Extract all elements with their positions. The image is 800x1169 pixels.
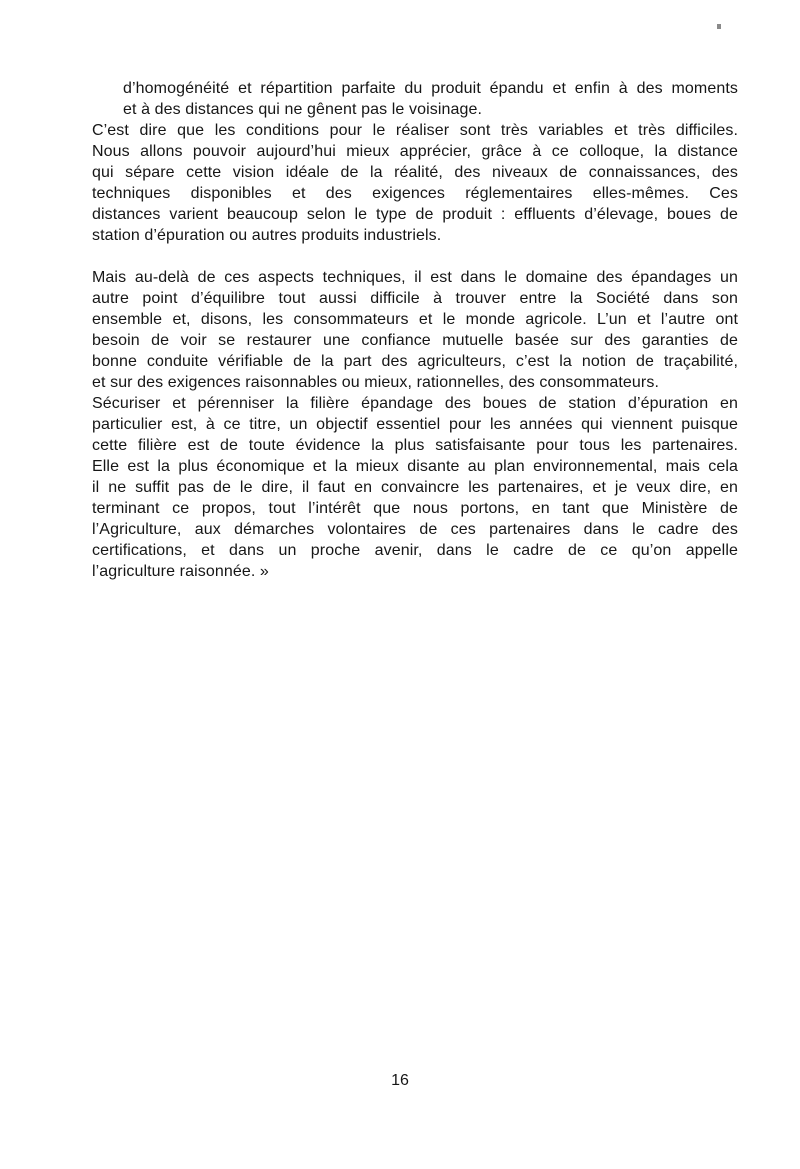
text-line: il ne suffit pas de le dire, il faut en convaincre les partenaires, et je veux dire, en	[92, 479, 738, 496]
text-line: Mais au-delà de ces aspects techniques, il est dans le domaine des épandages un	[92, 269, 738, 286]
text-line: et sur des exigences raisonnables ou mieux, rationnelles, des consommateurs.	[92, 374, 660, 391]
text-line: d’homogénéité et répartition parfaite du produit épandu et enfin à des moments	[123, 80, 738, 97]
text-line: techniques disponibles et des exigences réglementaires elles-mêmes. Ces	[92, 185, 738, 202]
text-line: ensemble et, disons, les consommateurs et le monde agricole. L’un et l’autre ont	[92, 311, 738, 328]
text-line: station d’épuration ou autres produits industriels.	[92, 227, 442, 244]
text-line: Elle est la plus économique et la mieux disante au plan environnemental, mais cela	[92, 458, 738, 475]
text-line: l’agriculture raisonnée. »	[92, 563, 269, 580]
text-line: l’Agriculture, aux démarches volontaires de ces partenaires dans le cadre des	[92, 521, 738, 538]
text-line: distances varient beaucoup selon le type de produit : effluents d’élevage, boues de	[92, 206, 738, 223]
text-line: qui sépare cette vision idéale de la réalité, des niveaux de connaissances, des	[92, 164, 738, 181]
text-line: terminant ce propos, tout l’intérêt que nous portons, en tant que Ministère de	[92, 500, 738, 517]
text-line: particulier est, à ce titre, un objectif essentiel pour les années qui viennent puisque	[92, 416, 738, 433]
text-line: et à des distances qui ne gênent pas le voisinage.	[123, 101, 483, 118]
text-line: C’est dire que les conditions pour le réaliser sont très variables et très difficiles.	[92, 122, 738, 139]
text-line: certifications, et dans un proche avenir, dans le cadre de ce qu’on appelle	[92, 542, 738, 559]
scan-speck-artifact	[717, 24, 721, 29]
text-line: autre point d’équilibre tout aussi difficile à trouver entre la Société dans son	[92, 290, 738, 307]
text-line: Nous allons pouvoir aujourd’hui mieux apprécier, grâce à ce colloque, la distance	[92, 143, 738, 160]
text-line: cette filière est de toute évidence la plus satisfaisante pour tous les partenaires.	[92, 437, 738, 454]
body-text	[92, 78, 738, 582]
text-line: besoin de voir se restaurer une confiance mutuelle basée sur des garanties de	[92, 332, 738, 349]
text-line: Sécuriser et pérenniser la filière épandage des boues de station d’épuration en	[92, 395, 738, 412]
text-line: bonne conduite vérifiable de la part des agriculteurs, c’est la notion de traçabilité,	[92, 353, 738, 370]
page-number: 16	[391, 1072, 409, 1089]
